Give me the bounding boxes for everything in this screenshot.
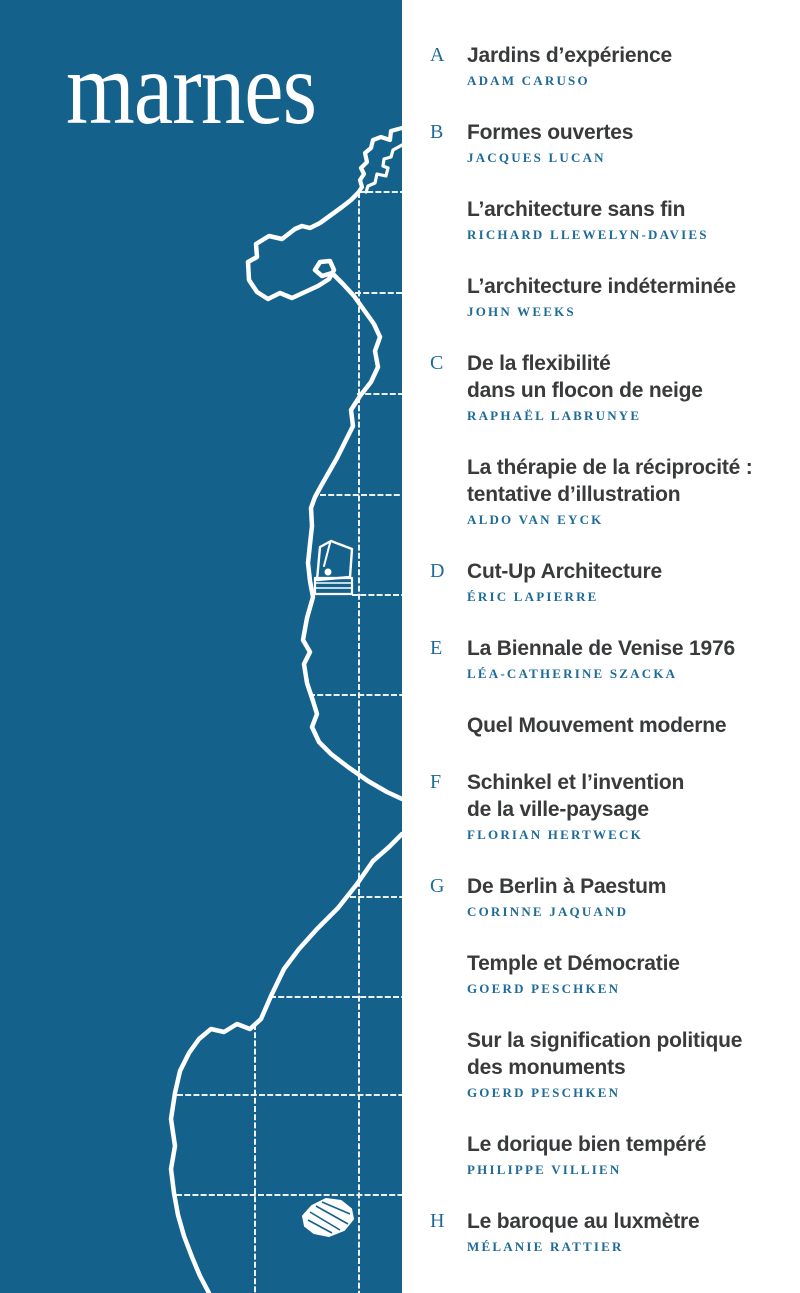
toc-entry [430, 42, 782, 89]
entry-title [467, 712, 782, 739]
entry-title [467, 1027, 782, 1081]
entry-title-line: Le baroque au luxmètre [467, 1210, 700, 1233]
entry-author: LÉA-CATHERINE SZACKA [467, 666, 678, 681]
entry-letter [430, 712, 467, 739]
entry-title-line: Cut-Up Architecture [467, 560, 662, 583]
entry-title [467, 42, 782, 69]
entry-author: FLORIAN HERTWECK [467, 827, 643, 842]
entry-author: PHILIPPE VILLIEN [467, 1162, 622, 1177]
entry-title-line: Formes ouvertes [467, 121, 634, 144]
entry-title-line: Quel Mouvement moderne [467, 714, 727, 737]
table-of-contents [430, 42, 782, 1285]
entry-letter [430, 950, 467, 997]
entry-title [467, 769, 782, 823]
entry-body [467, 950, 782, 997]
toc-entry [430, 635, 782, 682]
entry-title [467, 1131, 782, 1158]
entry-body [467, 558, 782, 605]
map-island-detail [303, 1199, 353, 1236]
entry-letter: C [430, 352, 444, 374]
entry-title-line: L’architecture sans fin [467, 198, 686, 221]
entry-letter [430, 1131, 467, 1178]
entry-title-line: De la flexibilité [467, 352, 611, 375]
toc-entry [430, 273, 782, 320]
entry-title-line: dans un flocon de neige [467, 379, 703, 402]
map-headland-detail [358, 128, 402, 193]
entry-body [467, 1208, 782, 1255]
entry-body [467, 712, 782, 739]
entry-letter: A [430, 44, 445, 66]
entry-author: GOERD PESCHKEN [467, 1085, 621, 1100]
entry-letter: H [430, 1210, 445, 1232]
entry-title-line: Le dorique bien tempéré [467, 1133, 707, 1156]
entry-title [467, 454, 782, 508]
entry-author: RICHARD LLEWELYN-DAVIES [467, 227, 709, 242]
entry-title [467, 558, 782, 585]
entry-body [467, 454, 782, 528]
entry-letter: F [430, 771, 442, 793]
entry-title [467, 1208, 782, 1235]
entry-title [467, 950, 782, 977]
toc-entry [430, 196, 782, 243]
entry-body [467, 1027, 782, 1101]
entry-letter: G [430, 875, 445, 897]
entry-body [467, 273, 782, 320]
map-grid-lines [176, 192, 402, 1293]
entry-title-line: Temple et Démocratie [467, 952, 680, 975]
toc-entry [430, 873, 782, 920]
entry-author: CORINNE JAQUAND [467, 904, 629, 919]
entry-author: GOERD PESCHKEN [467, 981, 621, 996]
entry-letter: D [430, 560, 445, 582]
entry-title [467, 196, 782, 223]
toc-entry [430, 1131, 782, 1178]
entry-title [467, 635, 782, 662]
toc-entry [430, 350, 782, 424]
entry-title [467, 350, 782, 404]
toc-entry [430, 712, 782, 739]
toc-entry [430, 454, 782, 528]
entry-title-line: Sur la signification politique [467, 1029, 743, 1052]
entry-letter [430, 273, 467, 320]
toc-entry [430, 1208, 782, 1255]
map-coastline-lower [171, 834, 402, 1293]
entry-body [467, 635, 782, 682]
entry-letter: B [430, 121, 444, 143]
toc-entry [430, 119, 782, 166]
toc-entry [430, 1027, 782, 1101]
entry-title-line: Schinkel et l’invention [467, 771, 685, 794]
entry-body [467, 350, 782, 424]
entry-title-line: des monuments [467, 1056, 626, 1079]
map-harbor-detail [315, 541, 352, 594]
toc-entry [430, 769, 782, 843]
entry-title-line: L’architecture indéterminée [467, 275, 736, 298]
entry-title-line: tentative d’illustration [467, 483, 681, 506]
entry-letter: E [430, 637, 443, 659]
entry-author: JOHN WEEKS [467, 304, 576, 319]
entry-letter [430, 454, 467, 528]
toc-entry [430, 558, 782, 605]
brand-title: marnes [66, 31, 317, 146]
entry-author: ÉRIC LAPIERRE [467, 589, 599, 604]
entry-letter [430, 196, 467, 243]
entry-title [467, 273, 782, 300]
entry-title-line: Jardins d’expérience [467, 44, 672, 67]
entry-title [467, 873, 782, 900]
toc-entry [430, 950, 782, 997]
entry-author: JACQUES LUCAN [467, 150, 606, 165]
entry-author: ALDO VAN EYCK [467, 512, 604, 527]
entry-body [467, 196, 782, 243]
entry-body [467, 42, 782, 89]
entry-letter [430, 1027, 467, 1101]
entry-title-line: La Biennale de Venise 1976 [467, 637, 735, 660]
entry-author: RAPHAËL LABRUNYE [467, 408, 642, 423]
entry-title-line: de la ville-paysage [467, 798, 649, 821]
entry-body [467, 119, 782, 166]
entry-author: ADAM CARUSO [467, 73, 590, 88]
entry-title-line: De Berlin à Paestum [467, 875, 667, 898]
entry-title-line: La thérapie de la réciprocité : [467, 456, 753, 479]
entry-body [467, 873, 782, 920]
entry-author: MÉLANIE RATTIER [467, 1239, 624, 1254]
entry-body [467, 769, 782, 843]
entry-title [467, 119, 782, 146]
entry-body [467, 1131, 782, 1178]
